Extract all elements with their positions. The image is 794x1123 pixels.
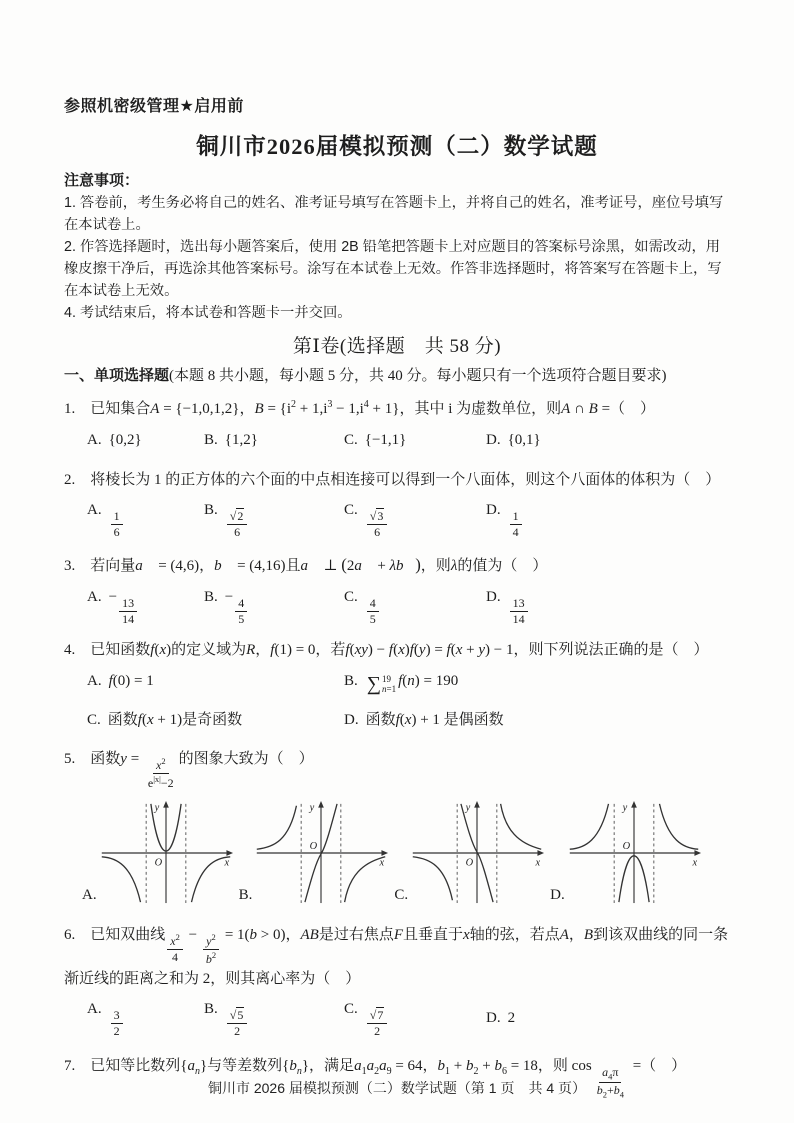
subheading-rest: (本题 8 共小题，每小题 5 分，共 40 分。每小题只有一个选项符合题目要求)	[169, 368, 667, 384]
y-arrow-icon	[474, 801, 480, 808]
graph-a-plot	[98, 797, 234, 909]
graph-c-label: C.	[394, 886, 409, 903]
curve-left	[101, 856, 140, 901]
label-x: x	[692, 856, 697, 868]
graph-b-plot	[253, 797, 389, 909]
x-arrow-icon	[382, 850, 389, 856]
label-y: y	[465, 802, 471, 814]
label-x: x	[224, 856, 229, 868]
option-a: A. f(0) = 1	[87, 673, 154, 690]
curve-left	[413, 856, 453, 899]
question-4-stem: 4. 已知函数f(x)的定义域为R，f(1) = 0，若f(xy) − f(x)f(y) = f(x + y) − 1，则下列说法正确的是（ ）	[64, 642, 709, 659]
option-b: B. $\frac{√2}{6}$	[204, 498, 344, 540]
note-item-2: 2. 作答选择题时，选出每小题答案后，使用 2B 铅笔把答题卡上对应题目的答案标号涂黑，如需改动，用橡皮擦干净后，再选涂其他答案标号。涂写在本试卷上无效。作答非选择题时，将答案写在答题卡上，写在本试卷上无效。	[64, 239, 722, 299]
option-a: A. $\frac{3}{2}$	[87, 997, 204, 1039]
y-arrow-icon	[163, 801, 169, 808]
x-arrow-icon	[538, 850, 545, 856]
option-d: D. 函数f(x) + 1 是偶函数	[344, 711, 504, 728]
label-origin: O	[310, 840, 318, 852]
question-3-stem: 3. 若向量a⃗ = (4,6)，b⃗ = (4,16)且a⃗ ⊥ (2a⃗ + λb⃗)，则λ的值为（ ）	[64, 555, 548, 575]
graph-option-a	[82, 797, 234, 909]
note-item-4: 4. 考试结束后，将本试卷和答题卡一并交回。	[64, 305, 352, 321]
question-7-stem: 7. 已知等比数列$\{a_n\}$与等差数列$\{b_n\}$，满足$a_1a_2a_9 = 64$，$b_1 + b_2 + b_6 = 18$，则 cos $\frac{a_4\pi}{b_2+b_4}$ =（ ）	[64, 1058, 687, 1100]
question-5-stem: 5. 函数y = $\frac{x^2}{e^{|x|}-2}$ 的图象大致为（ ）	[64, 750, 314, 790]
option-a: A. − $\frac{13}{14}$	[87, 585, 204, 627]
question-5-graphs	[82, 797, 730, 909]
section-1-title: 第Ⅰ卷(选择题 共 58 分)	[292, 336, 502, 357]
subheading-bold: 一、单项选择题	[64, 367, 170, 384]
label-x: x	[379, 856, 385, 868]
label-origin: O	[154, 856, 162, 868]
question-4	[64, 638, 730, 733]
label-y: y	[622, 802, 627, 814]
graph-c-plot	[409, 797, 545, 909]
label-x: x	[535, 856, 541, 868]
question-6	[64, 923, 730, 1040]
graph-option-b	[239, 797, 390, 909]
option-c: C. $\frac{√7}{2}$	[344, 997, 486, 1039]
graph-d-plot	[566, 797, 702, 909]
question-6-options	[64, 997, 730, 1039]
note-item-1: 1. 答卷前，考生务必将自己的姓名、准考证号填写在答题卡上，并将自己的姓名，准考证号，座位号填写在本试卷上。	[64, 195, 724, 233]
graph-a-label: A.	[82, 886, 97, 903]
option-c: C. 函数f(x + 1)是奇函数	[87, 711, 243, 728]
question-6-stem: 6. 已知双曲线 $\frac{x^2}{4}$ − $\frac{y^2}{b^2}$ = 1(b > 0)，AB是过右焦点F且垂直于x轴的弦，若点A，B到该双曲线的同一条渐近线的距离之和为 2，则其离心率为（ ）	[64, 926, 729, 987]
label-y: y	[154, 802, 159, 814]
option-b: B. $\frac{√5}{2}$	[204, 997, 344, 1039]
option-d: D. {0,1}	[486, 431, 541, 448]
question-1	[64, 396, 730, 454]
label-y: y	[310, 802, 315, 814]
option-b: B. {1,2}	[204, 431, 258, 448]
option-c: C. $\frac{4}{5}$	[344, 585, 486, 627]
curve-right	[659, 804, 698, 849]
question-1-stem: 1. 已知集合A = {−1,0,1,2}，$B = \{i^2 + 1,i^3 - 1,i^4 + 1\}$，其中 i 为虚数单位，则A ∩ B =（ ）	[64, 399, 656, 417]
graph-option-d	[550, 797, 702, 909]
question-3	[64, 551, 730, 627]
question-2-options	[64, 498, 730, 540]
graph-option-c	[394, 797, 545, 909]
option-a: A. $\frac{1}{6}$	[87, 498, 204, 540]
option-a: A. {0,2}	[87, 431, 142, 448]
curve-left	[257, 805, 297, 848]
curve-right	[501, 804, 542, 849]
option-c: C. $\frac{√3}{6}$	[344, 498, 486, 540]
question-3-options	[64, 585, 730, 627]
exam-title: 铜川市2026届模拟预测（二）数学试题	[196, 134, 598, 159]
notes-section	[64, 170, 730, 324]
graph-d-label: D.	[550, 886, 565, 903]
label-origin: O	[622, 840, 630, 852]
option-d: D. 2	[486, 1009, 516, 1026]
question-4-options	[64, 669, 730, 734]
option-b: B. − $\frac{4}{5}$	[204, 585, 344, 627]
x-arrow-icon	[226, 850, 233, 856]
security-notice: 参照机密级管理★启用前	[64, 98, 244, 115]
notes-heading: 注意事项：	[64, 172, 140, 189]
page-footer: 铜川市 2026 届模拟预测（二）数学试题（第 1 页 共 4 页）	[207, 1080, 587, 1096]
option-d: D. $\frac{13}{14}$	[486, 585, 730, 627]
section-1-subheading	[64, 364, 730, 385]
y-arrow-icon	[631, 801, 637, 808]
curve-left	[569, 804, 608, 849]
question-5	[64, 747, 730, 909]
option-d: D. $\frac{1}{4}$	[486, 498, 730, 540]
option-c: C. {−1,1}	[344, 431, 407, 448]
graph-b-label: B.	[238, 886, 253, 903]
question-2	[64, 468, 730, 541]
label-origin: O	[465, 856, 474, 868]
question-2-stem: 2. 将棱长为 1 的正方体的六个面的中点相连接可以得到一个八面体，则这个八面体的体积为（ ）	[64, 471, 721, 488]
y-arrow-icon	[319, 801, 325, 808]
x-arrow-icon	[694, 850, 701, 856]
question-1-options	[64, 428, 730, 454]
option-b: B. ∑ 19 n=1 f(n) = 190	[344, 673, 459, 696]
